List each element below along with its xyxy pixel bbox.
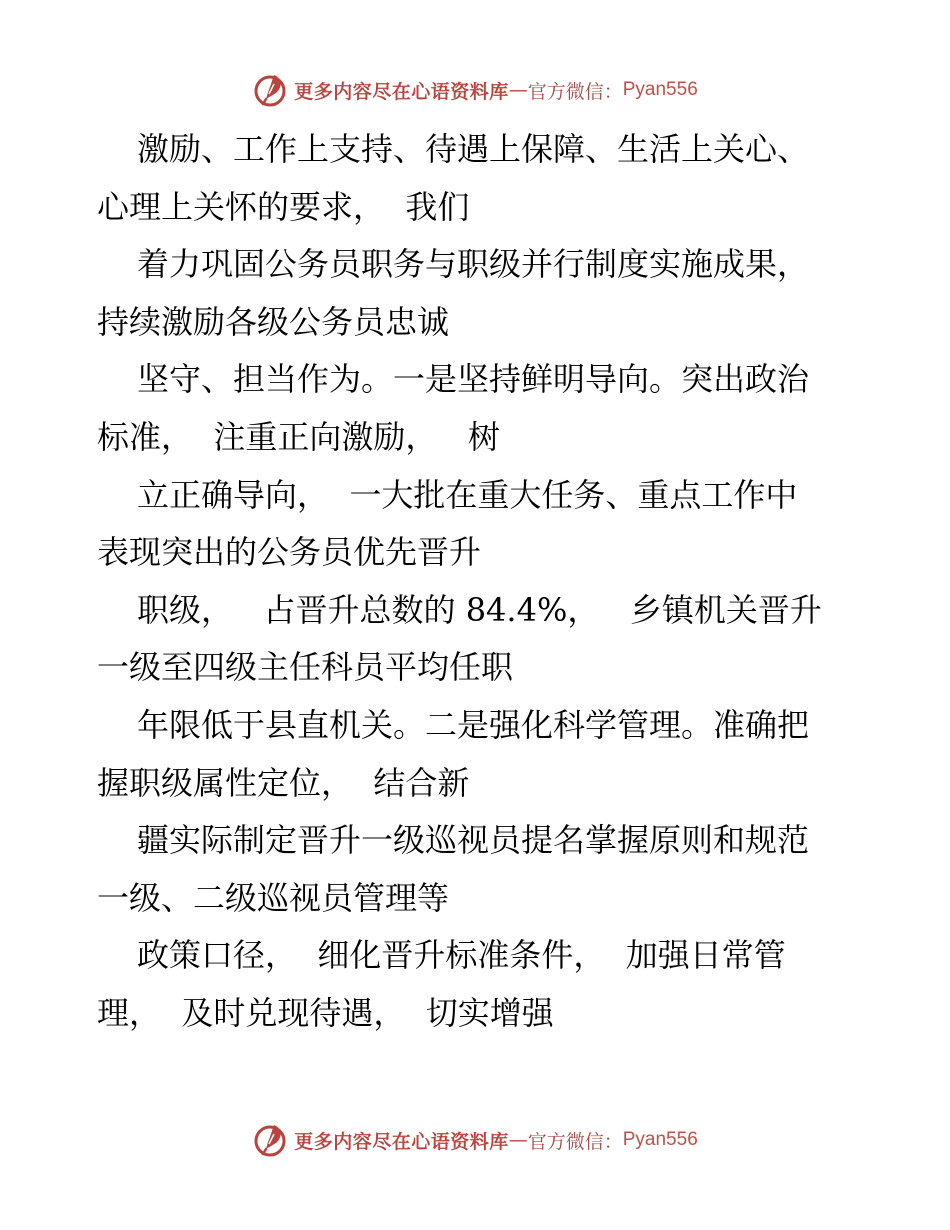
body-line: 激励、工作上支持、待遇上保障、生活上关心、	[137, 130, 810, 168]
watermark-wechat-label: 官方微信：	[527, 1130, 623, 1153]
body-line: 一级、二级巡视员管理等	[97, 878, 450, 917]
body-line: 握职级属性定位， 结合新	[97, 763, 470, 802]
body-line: 表现突出的公务员优先晋升	[97, 533, 482, 572]
body-line: 职级， 占晋升总数的 84.4%， 乡镇机关晋升	[137, 590, 822, 629]
watermark-main-text: 更多内容尽在心语资料库	[294, 80, 509, 103]
body-line: 政策口径， 细化晋升标准条件， 加强日常管	[137, 936, 786, 975]
body-line: 着力巩固公务员职务与职级并行制度实施成果，	[137, 245, 810, 284]
watermark-main-text: 更多内容尽在心语资料库	[294, 1130, 509, 1153]
watermark-dash: —	[508, 1129, 528, 1151]
watermark-wechat-id: Pyan556	[622, 79, 698, 100]
body-line: 持续激励各级公务员忠诚	[97, 302, 450, 341]
footer-watermark	[0, 1120, 950, 1160]
watermark-wechat-id: Pyan556	[622, 1129, 698, 1150]
body-line: 疆实际制定晋升一级巡视员提名掌握原则和规范	[137, 821, 810, 860]
body-line: 标准， 注重正向激励， 树	[97, 417, 500, 456]
body-line: 年限低于县直机关。二是强化科学管理。准确把	[137, 705, 810, 744]
body-line: 理， 及时兑现待遇， 切实增强	[97, 993, 554, 1032]
header-watermark	[0, 70, 950, 110]
quill-logo-icon	[252, 72, 288, 108]
watermark-wechat-label: 官方微信：	[527, 80, 623, 103]
watermark-dash: —	[508, 79, 528, 101]
quill-logo-icon	[252, 1122, 288, 1158]
body-line: 坚守、担当作为。一是坚持鲜明导向。突出政治	[137, 360, 810, 399]
document-body	[97, 121, 857, 1043]
body-line: 心理上关怀的要求， 我们	[97, 187, 470, 226]
body-line: 立正确导向， 一大批在重大任务、重点工作中	[137, 475, 798, 514]
body-line: 一级至四级主任科员平均任职	[97, 648, 514, 687]
